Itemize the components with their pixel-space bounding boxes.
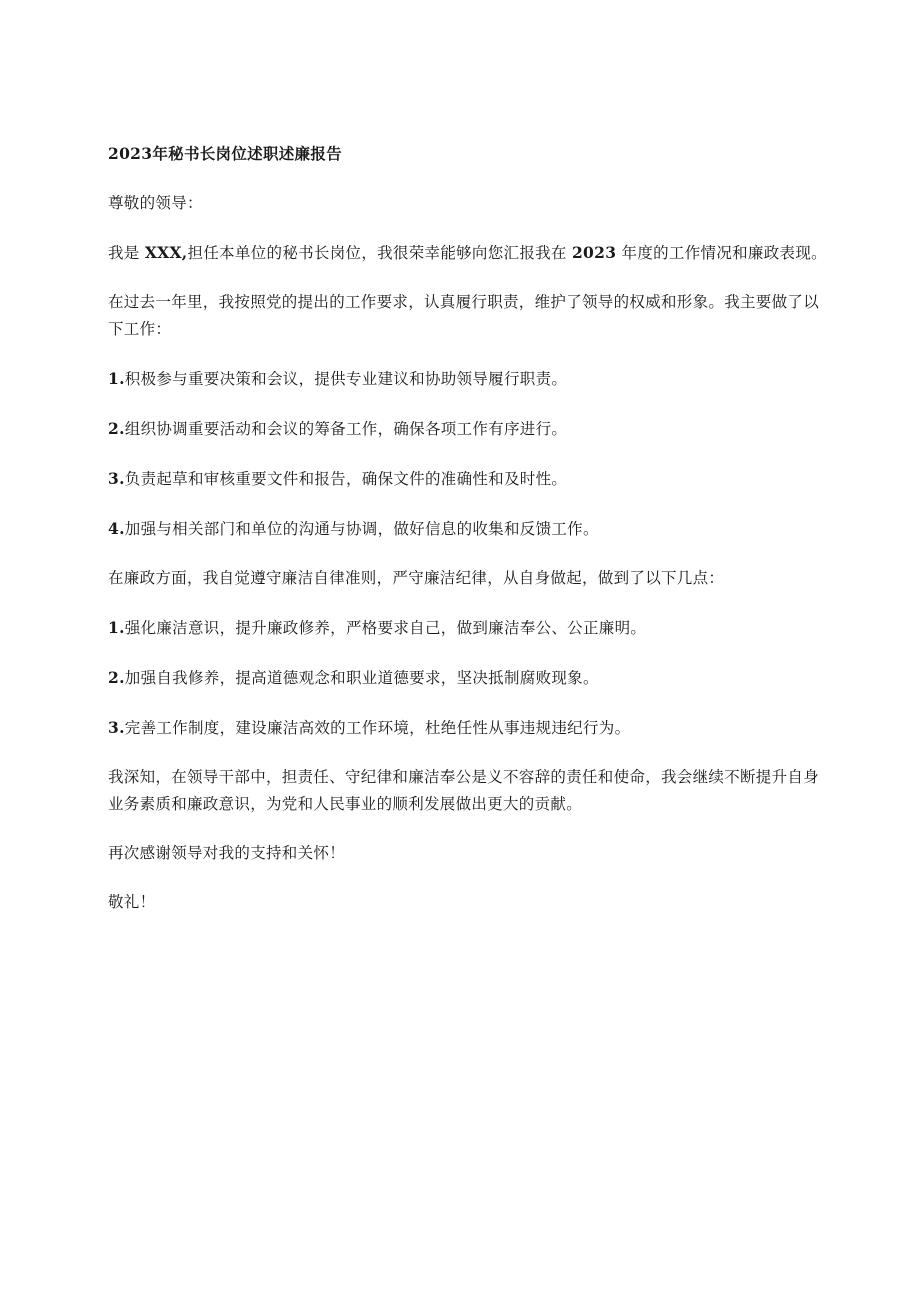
work-item-text: 组织协调重要活动和会议的筹备工作，确保各项工作有序进行。: [124, 420, 568, 438]
integrity-item-number: 3.: [108, 718, 125, 737]
work-item-text: 加强与相关部门和单位的沟通与协调，做好信息的收集和反馈工作。: [124, 520, 599, 538]
intro-middle: 担任本单位的秘书长岗位，我很荣幸能够向您汇报我在: [187, 244, 572, 262]
intro-suffix: 年度的工作情况和廉政表现。: [616, 244, 827, 262]
integrity-item-text: 强化廉洁意识，提升廉政修养，严格要求自己，做到廉洁奉公、公正廉明。: [124, 619, 647, 637]
integrity-item: [108, 714, 828, 742]
integrity-item-text: 完善工作制度，建设廉洁高效的工作环境，杜绝任性从事违规违纪行为。: [124, 719, 631, 737]
closing-line: 敬礼！: [108, 893, 156, 911]
work-item: [108, 415, 828, 443]
work-item: [108, 465, 828, 493]
work-item-text: 积极参与重要决策和会议，提供专业建议和协助领导履行职责。: [124, 370, 568, 388]
work-item-text: 负责起草和审核重要文件和报告，确保文件的准确性和及时性。: [124, 470, 568, 488]
integrity-intro-paragraph: 在廉政方面，我自觉遵守廉洁自律准则，严守廉洁纪律，从自身做起，做到了以下几点：: [108, 569, 725, 587]
intro-year: 2023: [571, 243, 617, 262]
intro-paragraph: [108, 239, 828, 267]
document-body: [108, 140, 828, 938]
integrity-item-number: 1.: [108, 618, 125, 637]
conclusion-paragraph: 我深知，在领导干部中，担责任、守纪律和廉洁奉公是义不容辞的责任和使命，我会继续不断提升自身业务素质和廉政意识，为党和人民事业的顺利发展做出更大的贡献。: [108, 768, 820, 813]
work-item: [108, 365, 828, 393]
work-item-number: 1.: [108, 369, 125, 388]
integrity-item-text: 加强自我修养，提高道德观念和职业道德要求，坚决抵制腐败现象。: [124, 669, 599, 687]
work-item-number: 3.: [108, 469, 125, 488]
thanks-line: 再次感谢领导对我的支持和关怀！: [108, 844, 346, 862]
document-title: [108, 140, 828, 168]
intro-name: XXX,: [144, 243, 188, 262]
intro-prefix: 我是: [108, 244, 145, 262]
salutation: 尊敬的领导：: [108, 194, 203, 212]
work-item-number: 4.: [108, 519, 125, 538]
integrity-item: [108, 664, 828, 692]
integrity-item-number: 2.: [108, 668, 125, 687]
title-text: 2023年秘书长岗位述职述廉报告: [108, 144, 342, 163]
work-intro-paragraph: 在过去一年里，我按照党的提出的工作要求，认真履行职责，维护了领导的权威和形象。我主要做了以下工作：: [108, 293, 820, 338]
integrity-item: [108, 614, 828, 642]
work-item-number: 2.: [108, 419, 125, 438]
work-item: [108, 515, 828, 543]
